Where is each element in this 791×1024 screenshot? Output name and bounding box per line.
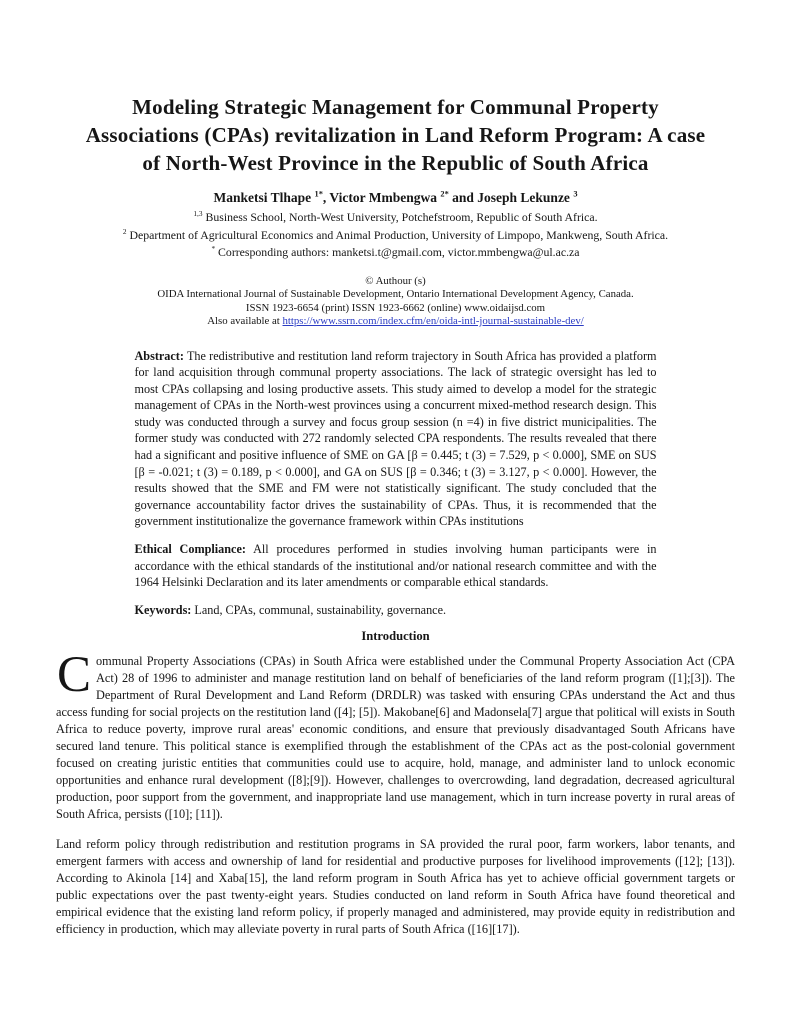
intro-paragraph-2: Land reform policy through redistribution and restitution programs in SA provided the rural poor, farm workers, labor tenants, and emergent farmers with access and ownership of land for residential and productive purposes for livelihood improvements ([12]; [13]). According to Akinola [14] and Xaba[15], the land reform program in South Africa has yet to achieve official government targets or public expectations over the past twenty-eight years. Studies conducted on land reform in South Africa have found theoretical and empirical evidence that the existing land reform policy, if properly managed and administered, may provide equity in redistribution and efficiency in production, which may alleviate poverty in rural parts of South Africa ([16][17]). [56,837,735,937]
abstract-text: The redistributive and restitution land reform trajectory in South Africa has provided a platform for land acquisition through communal property associations. The lack of strategic oversight has led to most CPAs collapsing and losing productive assets. This study aimed to develop a model for the strategic management of CPAs in the North-west provinces using a concurrent mixed-method research design. This study was conducted through a survey and focus group session (n =4) in five district municipalities. The former study was conducted with 272 randomly selected CPA respondents. The results revealed that there had a significant and positive influence of SME on GA [β = 0.445; t (3) = 7.529, p < 0.000], SME on SUS [β = -0.021; t (3) = 0.189, p < 0.000], and GA on SUS [β = 0.346; t (3) = 3.127, p < 0.000]. However, the results showed that the SME and FM were not statistically significant. The study concluded that the governance accountability factor drives the sustainability of CPAs. Thus, it is recommended that the government institutionalize the governance framework within CPAs institutions [134,348,657,529]
introduction-heading: Introduction [361,629,430,644]
affiliation-1-superscript: 1,3 [193,209,203,219]
author-separator: , [322,190,330,205]
corresponding-superscript: * [211,244,216,254]
author-3: Joseph Lekunze [477,190,570,205]
corresponding-text: Corresponding authors: manketsi.t@gmail.com, victor.mmbengwa@ul.ac.za [215,245,580,259]
drop-cap: C [57,647,92,704]
introduction-body [56,647,735,938]
keywords-label: Keywords: [134,602,192,617]
ethical-compliance-paragraph [135,541,657,591]
keywords-paragraph [135,602,657,619]
abstract-paragraph [135,348,657,531]
affiliation-2-superscript: 2 [122,226,127,236]
keywords-text: Land, CPAs, communal, sustainability, governance. [194,602,447,617]
journal-url-link[interactable]: https://www.ssrn.com/index.cfm/en/oida-intl-journal-sustainable-dev/ [282,315,584,327]
corresponding-authors-line [0,245,791,260]
copyright-line: © Authour (s) [365,274,426,287]
author-2: Victor Mmbengwa [329,190,438,205]
publisher-block [0,275,791,329]
journal-line: OIDA International Journal of Sustainable Development, Ontario International Development Agency, Canada. [157,288,634,300]
author-separator: and [448,190,478,205]
intro-paragraph-1 [56,647,735,823]
author-2-superscript: 2* [440,189,449,199]
author-3-superscript: 3 [573,189,578,199]
affiliation-2-text: Department of Agricultural Economics and Animal Production, University of Limpopo, Mankweng, South Africa. [126,227,669,242]
issn-line: ISSN 1923-6654 (print) ISSN 1923-6662 (online) www.oidaijsd.com [245,301,546,314]
intro-paragraph-1-text: ommunal Property Associations (CPAs) in South Africa were established under the Communal Property Association Act (CPA Act) 28 of 1996 to administer and manage restitution land on behalf of beneficiaries of the land reform program ([1];[3]). The Department of Rural Development and Land Reform (DRDLR) was tasked with ensuring CPAs understand the Act and thus access funding for social projects on the restitution land ([4]; [5]). Makobane[6] and Madonsela[7] argue that political will exists in South Africa to reduce poverty, improve rural areas' economic conditions, and ensure that previously disadvantaged South Africans have secured land tenure. This political stance is exemplified through the establishment of the CPAs act as the post-colonial government focused on creating juristic entities that communities could use to acquire, hold, manage, and administer land to unlock economic opportunities and enhance rural development ([8];[9]). However, challenges to overcrowding, land degradation, decreased agricultural production, poor support from the government, and inappropriate land use management, which in turn increase poverty in rural areas of South Africa, persists ([10]; [11]). [56,654,735,822]
affiliation-1-text: Business School, North-West University, Potchefstroom, Republic of South Africa. [202,210,598,224]
ethical-compliance-text: All procedures performed in studies involving human participants were in accordance with the ethical standards of the institutional and/or national research committee and with the 1964 Helsinki Declaration and its later amendments or comparable ethical standards. [134,542,657,590]
affiliations [0,210,791,260]
author-1-superscript: 1* [314,189,323,199]
ethical-compliance-label: Ethical Compliance: [134,542,246,557]
abstract-label: Abstract: [134,348,184,363]
affiliation-2 [0,228,791,243]
paper-title: Modeling Strategic Management for Communal Property Associations (CPAs) revitalization in Land Reform Program: A case of North-West Province in the Republic of South Africa [85,95,706,175]
also-available-prefix: Also available at [207,315,283,327]
also-available-line [0,315,791,329]
affiliation-1 [0,210,791,225]
author-1: Manketsi Tlhape [213,190,312,205]
abstract-zone [135,348,657,619]
authors-line [0,190,791,206]
